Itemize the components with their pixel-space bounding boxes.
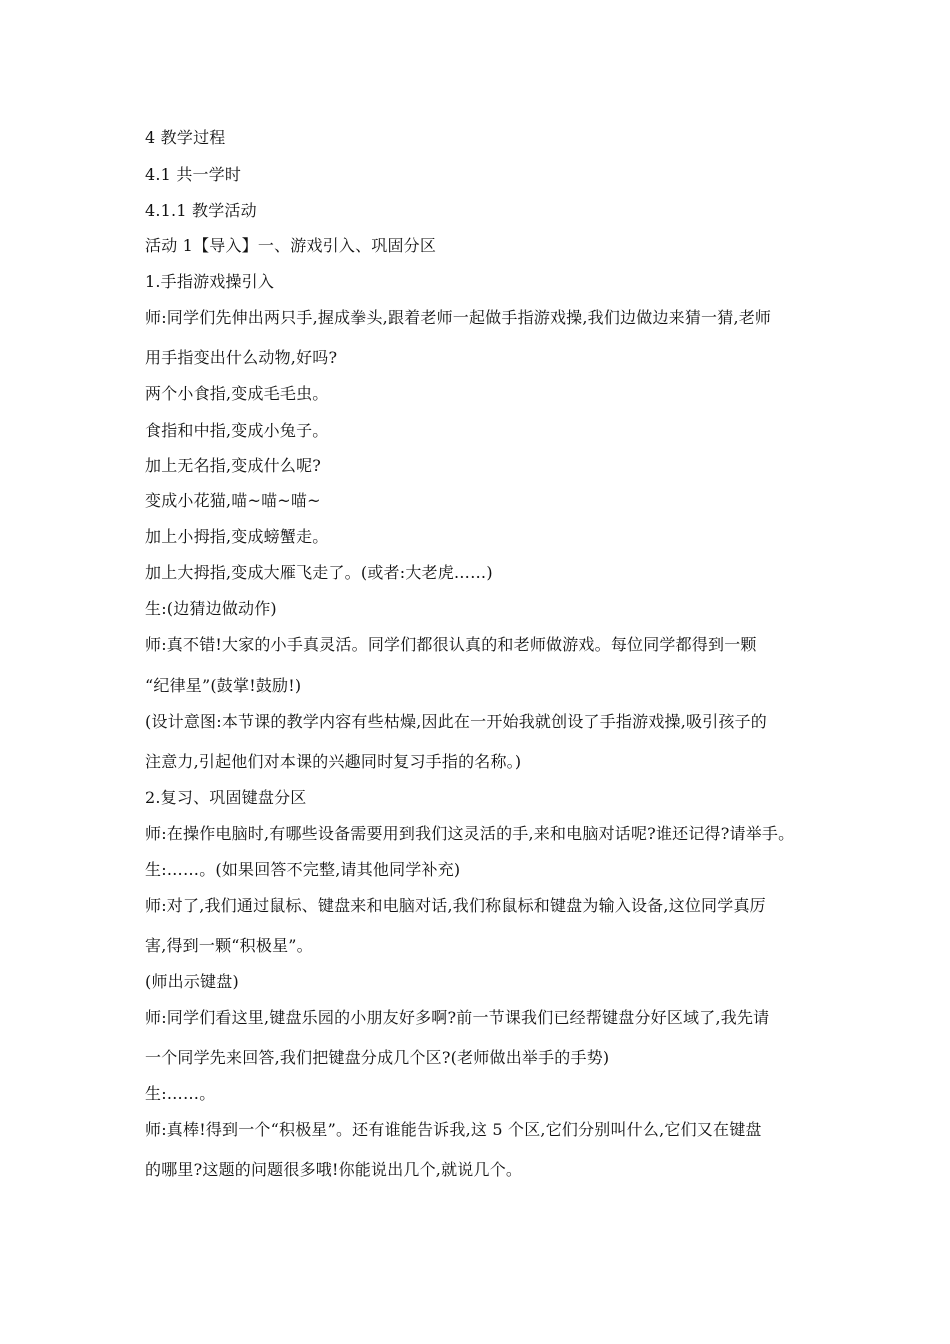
paragraph-line: “纪律星”(鼓掌!鼓励!) bbox=[145, 676, 302, 695]
paragraph-line: 师:同学们先伸出两只手,握成拳头,跟着老师一起做手指游戏操,我们边做边来猜一猜,老师 bbox=[145, 308, 772, 327]
paragraph-line: 师:真棒!得到一个“积极星”。还有谁能告诉我,这 5 个区,它们分别叫什么,它们又在键盘 bbox=[145, 1120, 762, 1139]
paragraph-line: 变成小花猫,喵~喵~喵~ bbox=[145, 491, 321, 510]
paragraph-line: 生:……。 bbox=[145, 1084, 216, 1103]
paragraph-line: 师:在操作电脑时,有哪些设备需要用到我们这灵活的手,来和电脑对话呢?谁还记得?请举手。 bbox=[145, 824, 795, 843]
paragraph-line: 食指和中指,变成小兔子。 bbox=[145, 421, 329, 440]
paragraph-line: 用手指变出什么动物,好吗? bbox=[145, 348, 338, 367]
subsection-heading: 4.1 共一学时 bbox=[145, 165, 242, 184]
step-heading: 2.复习、巩固键盘分区 bbox=[145, 788, 307, 807]
paragraph-line: (设计意图:本节课的教学内容有些枯燥,因此在一开始我就创设了手指游戏操,吸引孩子的 bbox=[145, 712, 768, 731]
step-heading: 1.手指游戏操引入 bbox=[145, 272, 275, 291]
paragraph-line: 一个同学先来回答,我们把键盘分成几个区?(老师做出举手的手势) bbox=[145, 1048, 610, 1067]
paragraph-line: 生:(边猜边做动作) bbox=[145, 599, 277, 618]
subsubsection-heading: 4.1.1 教学活动 bbox=[145, 201, 257, 220]
paragraph-line: (师出示键盘) bbox=[145, 972, 239, 991]
paragraph-line: 加上小拇指,变成螃蟹走。 bbox=[145, 527, 329, 546]
paragraph-line: 害,得到一颗“积极星”。 bbox=[145, 936, 313, 955]
paragraph-line: 师:对了,我们通过鼠标、键盘来和电脑对话,我们称鼠标和键盘为输入设备,这位同学真厉 bbox=[145, 896, 766, 915]
paragraph-line: 加上大拇指,变成大雁飞走了。(或者:大老虎……) bbox=[145, 563, 493, 582]
paragraph-line: 注意力,引起他们对本课的兴趣同时复习手指的名称。) bbox=[145, 752, 522, 771]
section-heading: 4 教学过程 bbox=[145, 128, 226, 147]
activity-title: 活动 1【导入】一、游戏引入、巩固分区 bbox=[145, 236, 437, 255]
paragraph-line: 两个小食指,变成毛毛虫。 bbox=[145, 384, 329, 403]
paragraph-line: 加上无名指,变成什么呢? bbox=[145, 456, 322, 475]
paragraph-line: 的哪里?这题的问题很多哦!你能说出几个,就说几个。 bbox=[145, 1160, 523, 1179]
paragraph-line: 师:真不错!大家的小手真灵活。同学们都很认真的和老师做游戏。每位同学都得到一颗 bbox=[145, 635, 757, 654]
paragraph-line: 师:同学们看这里,键盘乐园的小朋友好多啊?前一节课我们已经帮键盘分好区域了,我先请 bbox=[145, 1008, 770, 1027]
paragraph-line: 生:……。(如果回答不完整,请其他同学补充) bbox=[145, 860, 461, 879]
